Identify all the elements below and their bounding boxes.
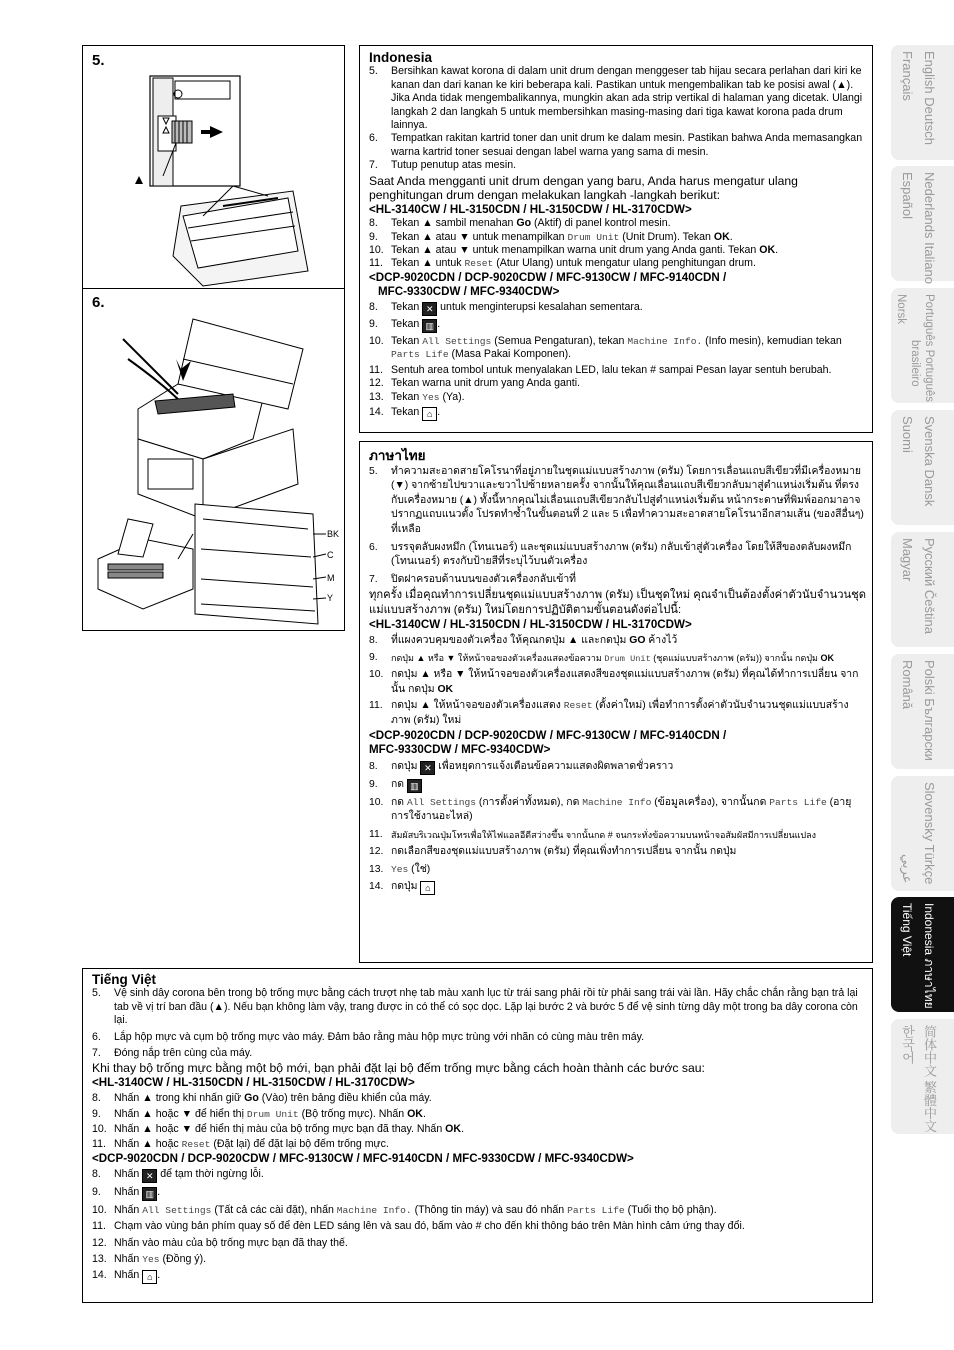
list-item: 7. ปิดฝาครอบด้านบนของตัวเครื่องกลับเข้าที่ (369, 573, 577, 585)
list-item: 6. Tempatkan rakitan kartrid toner dan unit drum ke dalam mesin. Pastikan bahwa Anda memasangkan warna kartrid toner sesuai dengan label warna yang sama di mesin. (369, 132, 863, 158)
thai-model1: <HL-3140CW / HL-3150CDN / HL-3150CDW / HL-3170CDW> (369, 617, 692, 631)
thai-steps-c (369, 760, 867, 896)
lang-tab-line: Tiếng Việt (900, 903, 914, 957)
list-item: 14. กดปุ่ม ⌂ (369, 880, 867, 895)
list-item: 7. Tutup penutup atas mesin. (369, 159, 517, 172)
settings-key-icon: ▥ (407, 779, 422, 793)
list-item: 12. Tekan warna unit drum yang Anda ganti. (369, 377, 581, 390)
lang-tab-nederlands-italiano-espanol[interactable] (891, 166, 954, 285)
printer-install-illustration (83, 289, 344, 630)
lang-tab-line: brasileiro (909, 340, 921, 387)
viet-steps-b (92, 1092, 867, 1152)
list-item: 9. Nhấn ▲ hoặc ▼ để hiển thị Drum Unit (Bộ trống mực). Nhấn OK. (92, 1107, 426, 1120)
list-item: 8. Tekan ✕ untuk menginterupsi kesalahan sementara. (369, 300, 643, 314)
lang-tab-line: Français (900, 51, 915, 101)
lang-tab-line: Nederlands Italiano (922, 172, 937, 285)
home-key-icon: ⌂ (422, 407, 437, 421)
indonesia-intro: Saat Anda mengganti unit drum dengan yang baru, Anda harus mengatur ulang penghitungan drum dengan melakukan langkah -langkah berikut: (369, 173, 798, 203)
lang-tab-svenska-dansk-suomi[interactable] (891, 410, 954, 525)
list-item: 10. กด All Settings (การตั้งค่าทั้งหมด), กด Machine Info (ข้อมูลเครื่อง), จากนั้นกด Parts Life (อายุการใช้งานอะไหล่) (369, 796, 852, 823)
lang-tab-line: Português Português (923, 294, 935, 403)
lang-tab-english-deutsch-francais[interactable] (891, 45, 954, 160)
thai-steps-a (369, 465, 867, 588)
lang-tab-polski-bulgarian-romana[interactable] (891, 654, 954, 769)
lang-tab-chinese-korean[interactable] (891, 1019, 954, 1134)
thai-model2b: MFC-9330CDW / MFC-9340CDW> (369, 742, 551, 756)
indonesia-section (359, 45, 873, 433)
list-item: 6. Lắp hộp mực và cụm bộ trống mực vào máy. Đảm bảo rằng màu hộp mực trùng với nhãn có cùng màu trên máy. (92, 1030, 645, 1043)
list-item: 11. สัมผัสบริเวณปุ่มโทรเพื่อให้ไฟแอลอีดีสว่างขึ้น จากนั้นกด # จนกระทั่งข้อความบนหน้าจอสัมผัสมีการเปลี่ยนแปลง (369, 828, 817, 840)
label-c: C (327, 550, 334, 560)
home-key-icon: ⌂ (420, 881, 435, 895)
list-item: 13. Tekan Yes (Ya). (369, 390, 465, 403)
vietnamese-section (82, 968, 873, 1303)
step5-label: 5. (92, 52, 105, 69)
thai-intro: ทุกครั้ง เมื่อคุณทำการเปลี่ยนชุดแม่แบบสร้างภาพ (ดรัม) เป็นชุดใหม่ คุณจำเป็นต้องตั้งค่าตัวนับจำนวนชุดแม่แบบสร้างภาพ (ดรัม) ใหม่โดยการปฏิบัติตามขั้นตอนดังต่อไปนี้: (369, 589, 867, 617)
list-item: 9. Nhấn ▥ . (92, 1185, 161, 1199)
list-item: 10. Nhấn ▲ hoặc ▼ để hiển thị màu của bộ trống mực bạn đã thay. Nhấn OK. (92, 1123, 465, 1136)
label-y: Y (327, 593, 334, 603)
lang-tab-slovensky-turkce-arabic[interactable] (891, 776, 954, 891)
thai-section (359, 441, 873, 963)
lang-tab-line: Svenska Dansk (922, 416, 937, 507)
list-item: 10. Tekan All Settings (Semua Pengaturan), tekan Machine Info. (Info mesin), kemudian tekan Parts Life (Masa Pakai Komponen). (369, 334, 842, 361)
lang-tab-line: عربي (900, 854, 915, 884)
list-item: 8. ที่แผงควบคุมของตัวเครื่อง ให้คุณกดปุ่ม ▲ และกดปุ่ม GO ค้างไว้ (369, 634, 678, 646)
lang-tab-line: Magyar (900, 538, 915, 582)
drum-corona-illustration (83, 46, 344, 288)
list-item: 9. กดปุ่ม ▲ หรือ ▼ ให้หน้าจอของตัวเครื่องแสดงข้อความ Drum Unit (ชุดแม่แบบสร้างภาพ (ดรัม)) จากนั้น กดปุ่ม OK (369, 651, 834, 664)
list-item: 9. Tekan ▲ atau ▼ untuk menampilkan Drum Unit (Unit Drum). Tekan OK. (369, 230, 733, 243)
list-item: 9. Tekan ▥ . (369, 317, 441, 331)
lang-tab-line: English Deutsch (922, 51, 937, 145)
indonesia-steps-a (369, 65, 867, 172)
list-item: 12. Nhấn vào màu của bộ trống mực bạn đã thay thế. (92, 1236, 348, 1249)
settings-key-icon: ▥ (142, 1187, 157, 1201)
list-item: 14. Nhấn ⌂ . (92, 1269, 161, 1283)
list-item: 8. Nhấn ▲ trong khi nhấn giữ Go (Vào) trên bảng điều khiển của máy. (92, 1092, 432, 1105)
lang-tab-russian-cestina-magyar[interactable] (891, 532, 954, 647)
indonesia-model2a: <DCP-9020CDN / DCP-9020CDW / MFC-9130CW / MFC-9140CDN / (369, 270, 727, 284)
indonesia-title: Indonesia (369, 50, 433, 65)
list-item: 7. Đóng nắp trên cùng của máy. (92, 1047, 253, 1060)
list-item: 5. Bersihkan kawat korona di dalam unit drum dengan menggeser tab hijau secara perlahan dari kiri ke kanan dan dari kanan ke kiri beberapa kali. Pastikan untuk mengembalikan tab ke posisi awal (▲). Jika Anda tidak mengembalikannya, mungkin akan ada strip vertikal di halaman yang dicetak. Ulangi langkah 2 dan langkah 5 untuk membersihkan masing-masing dari tiga kawat korona pada drum lainnya. (369, 65, 863, 132)
lang-tab-line: Norsk (895, 294, 907, 325)
list-item: 11. Nhấn ▲ hoặc Reset (Đặt lại) để đặt lại bộ đếm trống mực. (92, 1138, 389, 1151)
viet-title: Tiếng Việt (92, 972, 157, 987)
list-item: 8. กดปุ่ม ✕ เพื่อหยุดการแจ้งเตือนข้อความแสดงผิดพลาดชั่วคราว (369, 760, 674, 773)
thai-steps-b (369, 634, 867, 729)
list-item: 5. Vệ sinh dây corona bên trong bộ trống mực bằng cách trượt nhẹ tab màu xanh lục từ trái sang phải rồi từ phải sang trái vài lần. Hãy chắc chắn rằng bạn trả lại tab về vị trí ban đầu (▲). Nếu bạn không làm vậy, trang được in có thể có sọc dọc. Lặp lại bước 2 và bước 5 để vệ sinh từng dây một trong ba dây corona còn lại. (92, 987, 858, 1027)
list-item: 11. กดปุ่ม ▲ ให้หน้าจอของตัวเครื่องแสดง Reset (ตั้งค่าใหม่) เพื่อทำการตั้งค่าตัวนับจำนวนชุดแม่แบบสร้างภาพ (ดรัม) ใหม่ (369, 700, 849, 726)
lang-tab-line: Indonesia ภาษาไทย (922, 903, 936, 1009)
label-bk: BK (327, 529, 340, 539)
list-item: 5. ทำความสะอาดสายโคโรนาที่อยู่ภายในชุดแม่แบบสร้างภาพ (ดรัม) โดยการเลื่อนแถบสีเขียวที่มีเครื่องหมาย (▼) จากซ้ายไปขวาและขวาไปซ้ายหลายครั้ง จากนั้นให้คุณเลื่อนแถบสีเขียวกลับมาสู่ตำแหน่งเริ่มต้น ที่ตรงกับเครื่องหมาย (▲) ทั้งนี้หากคุณไม่เลื่อนแถบสีเขียวกลับไปสู่ตำแหน่งเริ่มต้น หน้ากระดาษที่พิมพ์ออกมาอาจปรากฏแถบแนวตั้ง โปรดทำซ้ำในขั้นตอนที่ 2 และ 5 เพื่อทำความสะอาดสายโคโรนาอีกสามเส้น (ของสีอื่นๆ) ที่เหลือ (369, 465, 864, 535)
list-item: 12. กดเลือกสีของชุดแม่แบบสร้างภาพ (ดรัม) ที่คุณเพิ่งทำการเปลี่ยน จากนั้น กดปุ่ม (369, 846, 737, 858)
lang-tab-line: 简体中文 繁體中文 (922, 1025, 937, 1133)
list-item: 13. Yes (ใช่) (369, 863, 431, 875)
viet-steps-a (92, 987, 867, 1060)
list-item: 11. Chạm vào vùng bản phím quay số để đèn LED sáng lên và sau đó, bấm vào # cho đến khi thông báo trên Màn hình cảm ứng thay đổi. (92, 1220, 745, 1233)
list-item: 8. Tekan ▲ sambil menahan Go (Aktif) di panel kontrol mesin. (369, 217, 671, 230)
indonesia-steps-c (369, 301, 867, 421)
lang-tab-indonesia-thai-vietnamese[interactable] (891, 897, 954, 1012)
list-item: 9. กด ▥ (369, 778, 867, 793)
lang-tab-line: Suomi (900, 416, 915, 453)
step5-illustration-box (82, 45, 345, 289)
label-m: M (327, 573, 335, 583)
thai-title: ภาษาไทย (369, 448, 426, 463)
viet-intro: Khi thay bộ trống mực bằng một bộ mới, bạn phải đặt lại bộ đếm trống mực bằng cách hoàn thành các bước sau: (92, 1061, 705, 1076)
list-item: 13. Nhấn Yes (Đồng ý). (92, 1253, 207, 1266)
lang-tab-line: Русский Čeština (922, 538, 937, 634)
list-item: 10. Nhấn All Settings (Tất cả các cài đặt), nhấn Machine Info. (Thông tin máy) và sau đó nhấn Parts Life (Tuổi thọ bộ phận). (92, 1203, 717, 1216)
lang-tab-line: Español (900, 172, 915, 219)
step6-label: 6. (92, 294, 105, 311)
viet-model1: <HL-3140CW / HL-3150CDN / HL-3150CDW / HL-3170CDW> (92, 1076, 415, 1090)
lang-tab-line: Română (900, 660, 915, 710)
lang-tab-portugues-norsk[interactable] (891, 288, 954, 403)
home-key-icon: ⌂ (142, 1270, 157, 1284)
indonesia-steps-b (369, 217, 867, 271)
stop-key-icon: ✕ (142, 1169, 157, 1183)
list-item: 10. กดปุ่ม ▲ หรือ ▼ ให้หน้าจอของตัวเครื่องแสดงสีของชุดแม่แบบสร้างภาพ (ดรัม) ที่คุณได้ทำการเปลี่ยน จากนั้น กดปุ่ม OK (369, 669, 859, 695)
list-item: 6. บรรจุตลับผงหมึก (โทนเนอร์) และชุดแม่แบบสร้างภาพ (ดรัม) กลับเข้าสู่ตัวเครื่อง โดยให้สีของตลับผงหมึก (โทนเนอร์) ตรงกับป้ายสีที่ระบุไว้บนตัวเครื่อง (369, 541, 852, 568)
thai-model2a: <DCP-9020CDN / DCP-9020CDW / MFC-9130CW / MFC-9140CDN / (369, 728, 727, 742)
list-item: 8. Nhấn ✕ để tạm thời ngừng lỗi. (92, 1167, 264, 1181)
viet-model2: <DCP-9020CDN / DCP-9020CDW / MFC-9130CW / MFC-9140CDN / MFC-9330CDW / MFC-9340CDW> (92, 1151, 634, 1165)
settings-key-icon: ▥ (422, 319, 437, 333)
lang-tab-line: Polski Български (922, 660, 937, 761)
list-item: 11. Sentuh area tombol untuk menyalakan LED, lalu tekan # sampai Pesan layar sentuh berubah. (369, 363, 832, 376)
list-item: 14. Tekan ⌂ . (369, 405, 441, 419)
stop-key-icon: ✕ (420, 761, 435, 775)
list-item: 11. Tekan ▲ untuk Reset (Atur Ulang) untuk mengatur ulang penghitungan drum. (369, 257, 756, 270)
list-item: 10. Tekan ▲ atau ▼ untuk menampilkan warna unit drum yang Anda ganti. Tekan OK. (369, 244, 779, 257)
indonesia-model2b: MFC-9330CDW / MFC-9340CDW> (378, 284, 560, 298)
indonesia-model1: <HL-3140CW / HL-3150CDN / HL-3150CDW / HL-3170CDW> (369, 203, 692, 217)
viet-steps-c (92, 1168, 867, 1285)
step6-illustration-box (82, 288, 345, 631)
stop-key-icon: ✕ (422, 302, 437, 316)
lang-tab-line: 한국어 (900, 1025, 915, 1064)
lang-tab-line: Slovensky Türkçe (922, 782, 937, 885)
